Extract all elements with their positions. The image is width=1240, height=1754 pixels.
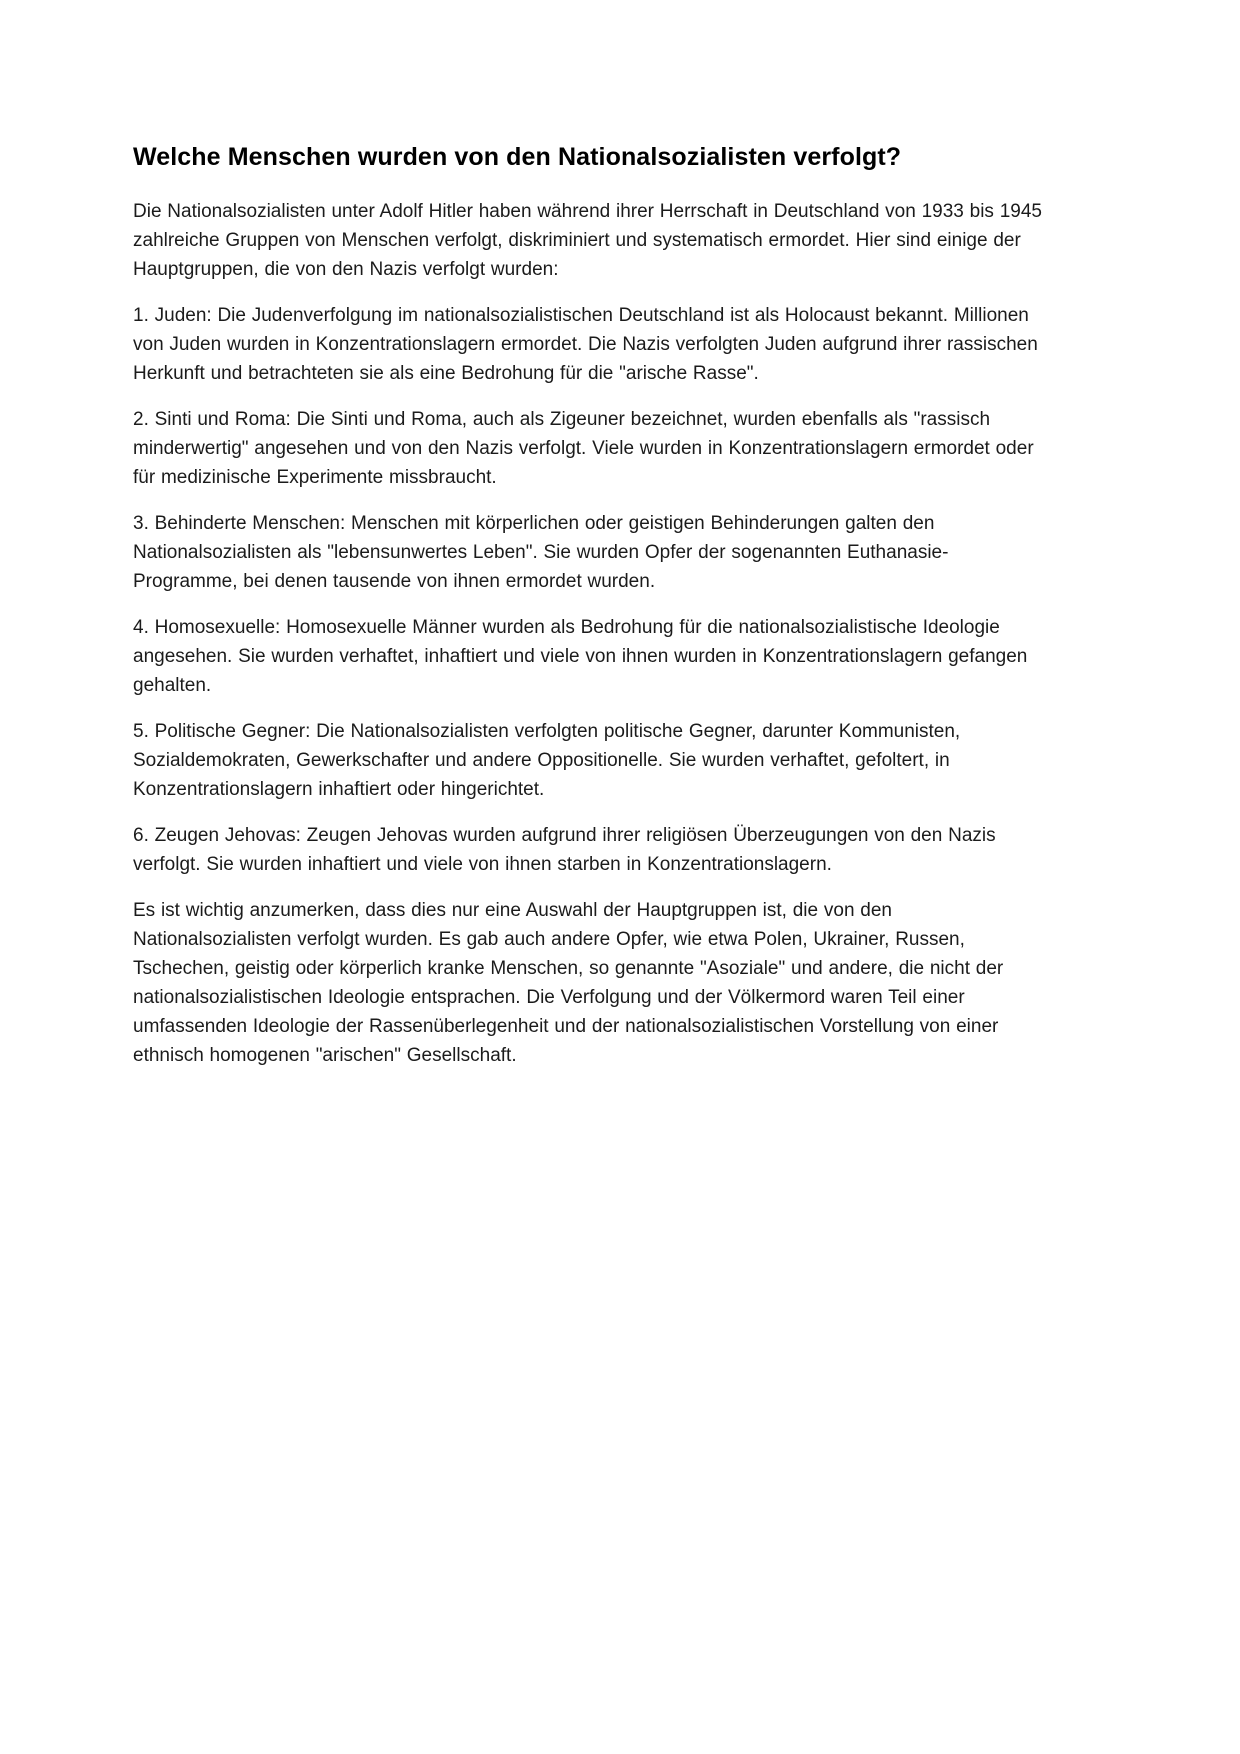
paragraph-closing: Es ist wichtig anzumerken, dass dies nur eine Auswahl der Hauptgruppen ist, die von den Nationalsozialisten verfolgt wurden. Es gab auch andere Opfer, wie etwa Polen, Ukrainer, Russen, Tschechen, geistig oder körperlich kranke Menschen, so genannte "Asoziale" und andere, die nicht der nationalsozialistischen Ideologie entsprachen. Die Verfolgung und der Völkermord waren Teil einer umfassenden Ideologie der Rassenüberlegenheit und der nationalsozialistischen Vorstellung von einer ethnisch homogenen "arischen" Gesellschaft. [133, 900, 1004, 1067]
paragraph-item-6-zeugen-jehovas: 6. Zeugen Jehovas: Zeugen Jehovas wurden aufgrund ihrer religiösen Überzeugungen von den Nazis verfolgt. Sie wurden inhaftiert und viele von ihnen starben in Konzentrationslagern. [133, 825, 996, 876]
paragraph-item-3-behinderte-menschen: 3. Behinderte Menschen: Menschen mit körperlichen oder geistigen Behinderungen galten den Nationalsozialisten als "lebensunwertes Leben". Sie wurden Opfer der sogenannten Euthanasie-Programme, bei denen tausende von ihnen ermordet wurden. [133, 513, 949, 593]
paragraph-item-2-sinti-und-roma: 2. Sinti und Roma: Die Sinti und Roma, auch als Zigeuner bezeichnet, wurden ebenfalls als "rassisch minderwertig" angesehen und von den Nazis verfolgt. Viele wurden in Konzentrationslagern ermordet oder für medizinische Experimente missbraucht. [133, 409, 1034, 489]
document-content [133, 142, 1048, 1087]
paragraph-item-4-homosexuelle: 4. Homosexuelle: Homosexuelle Männer wurden als Bedrohung für die nationalsozialistische Ideologie angesehen. Sie wurden verhaftet, inhaftiert und viele von ihnen wurden in Konzentrationslagern gefangen gehalten. [133, 617, 1028, 697]
paragraph-intro: Die Nationalsozialisten unter Adolf Hitler haben während ihrer Herrschaft in Deutschland von 1933 bis 1945 zahlreiche Gruppen von Menschen verfolgt, diskriminiert und systematisch ermordet. Hier sind einige der Hauptgruppen, die von den Nazis verfolgt wurden: [133, 201, 1042, 281]
paragraph-item-1-juden: 1. Juden: Die Judenverfolgung im nationalsozialistischen Deutschland ist als Holocaust bekannt. Millionen von Juden wurden in Konzentrationslagern ermordet. Die Nazis verfolgten Juden aufgrund ihrer rassischen Herkunft und betrachteten sie als eine Bedrohung für die "arische Rasse". [133, 305, 1038, 385]
page-title: Welche Menschen wurden von den Nationalsozialisten verfolgt? [133, 143, 902, 171]
paragraph-item-5-politische-gegner: 5. Politische Gegner: Die Nationalsozialisten verfolgten politische Gegner, darunter Kommunisten, Sozialdemokraten, Gewerkschafter und andere Oppositionelle. Sie wurden verhaftet, gefoltert, in Konzentrationslagern inhaftiert oder hingerichtet. [133, 721, 961, 801]
